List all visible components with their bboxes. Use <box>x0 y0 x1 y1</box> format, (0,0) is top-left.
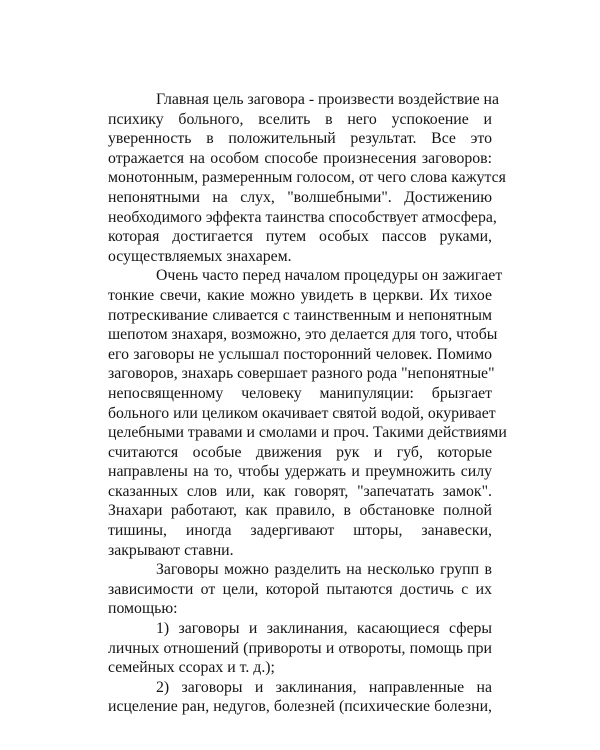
paragraph <box>108 560 492 619</box>
text-line: Очень часто перед началом процедуры он зажигает <box>156 267 503 285</box>
text-line: считаются особые движения рук и губ, которые <box>108 443 492 461</box>
text-line: потрескивание сливается с таинственным и непонятным <box>108 306 492 324</box>
text-line: тонкие свечи, какие можно увидеть в церкви. Их тихое <box>108 286 492 304</box>
paragraph <box>108 619 492 678</box>
text-line: уверенность в положительный результат. Все это <box>108 130 492 148</box>
text-line: 1) заговоры и заклинания, касающиеся сферы <box>156 620 492 638</box>
text-line: личных отношений (привороты и отвороты, помощь при <box>108 639 492 657</box>
text-line: шепотом знахаря, возможно, это делается для того, чтобы <box>108 326 498 344</box>
text-line: непонятными на слух, "волшебными". Достижению <box>108 188 492 206</box>
text-line: осуществляемых знахарем. <box>108 247 292 265</box>
text-line: монотонным, размеренным голосом, от чего слова кажутся <box>108 169 506 187</box>
text-line: закрывают ставни. <box>108 541 234 559</box>
paragraph <box>108 266 507 560</box>
text-line: семейных ссорах и т. д.); <box>108 659 275 677</box>
text-line: тишины, иногда задергивают шторы, занавески, <box>108 522 492 540</box>
text-line: исцеление ран, недугов, болезней (психические болезни, <box>108 698 492 716</box>
text-line: отражается на особом способе произнесения заговоров: <box>108 149 492 167</box>
text-line: непосвященному человеку манипуляции: брызгает <box>108 384 492 402</box>
text-line: Заговоры можно разделить на несколько групп в <box>156 561 492 579</box>
text-line: помощью: <box>108 600 178 618</box>
text-line: Главная цель заговора - произвести воздействие на <box>156 91 500 108</box>
text-line: которая достигается путем особых пассов руками, <box>108 228 492 246</box>
text-line: психику больного, вселить в него успокоение и <box>108 110 492 128</box>
paragraph <box>108 90 506 266</box>
text-line: необходимого эффекта таинства способствует атмосфера, <box>108 208 497 226</box>
text-line: зависимости от цели, которой пытаются достичь с их <box>108 580 492 598</box>
text-line: сказанных слов или, как говорят, "запечатать замок". <box>108 482 492 500</box>
text-line: заговоров, знахарь совершает разного рода "непонятные" <box>108 365 495 383</box>
text-line: 2) заговоры и заклинания, направленные на <box>156 678 492 696</box>
body-text <box>108 90 507 717</box>
text-line: больного или целиком окачивает святой водой, окуривает <box>108 404 496 422</box>
text-line: целебными травами и смолами и проч. Такими действиями <box>108 424 507 442</box>
text-line: направлены на то, чтобы удержать и преумножить силу <box>108 463 492 481</box>
text-line: Знахари работают, как правило, в обстановке полной <box>108 502 492 520</box>
paragraph <box>108 678 492 717</box>
text-line: его заговоры не услышал посторонний человек. Помимо <box>108 345 492 363</box>
